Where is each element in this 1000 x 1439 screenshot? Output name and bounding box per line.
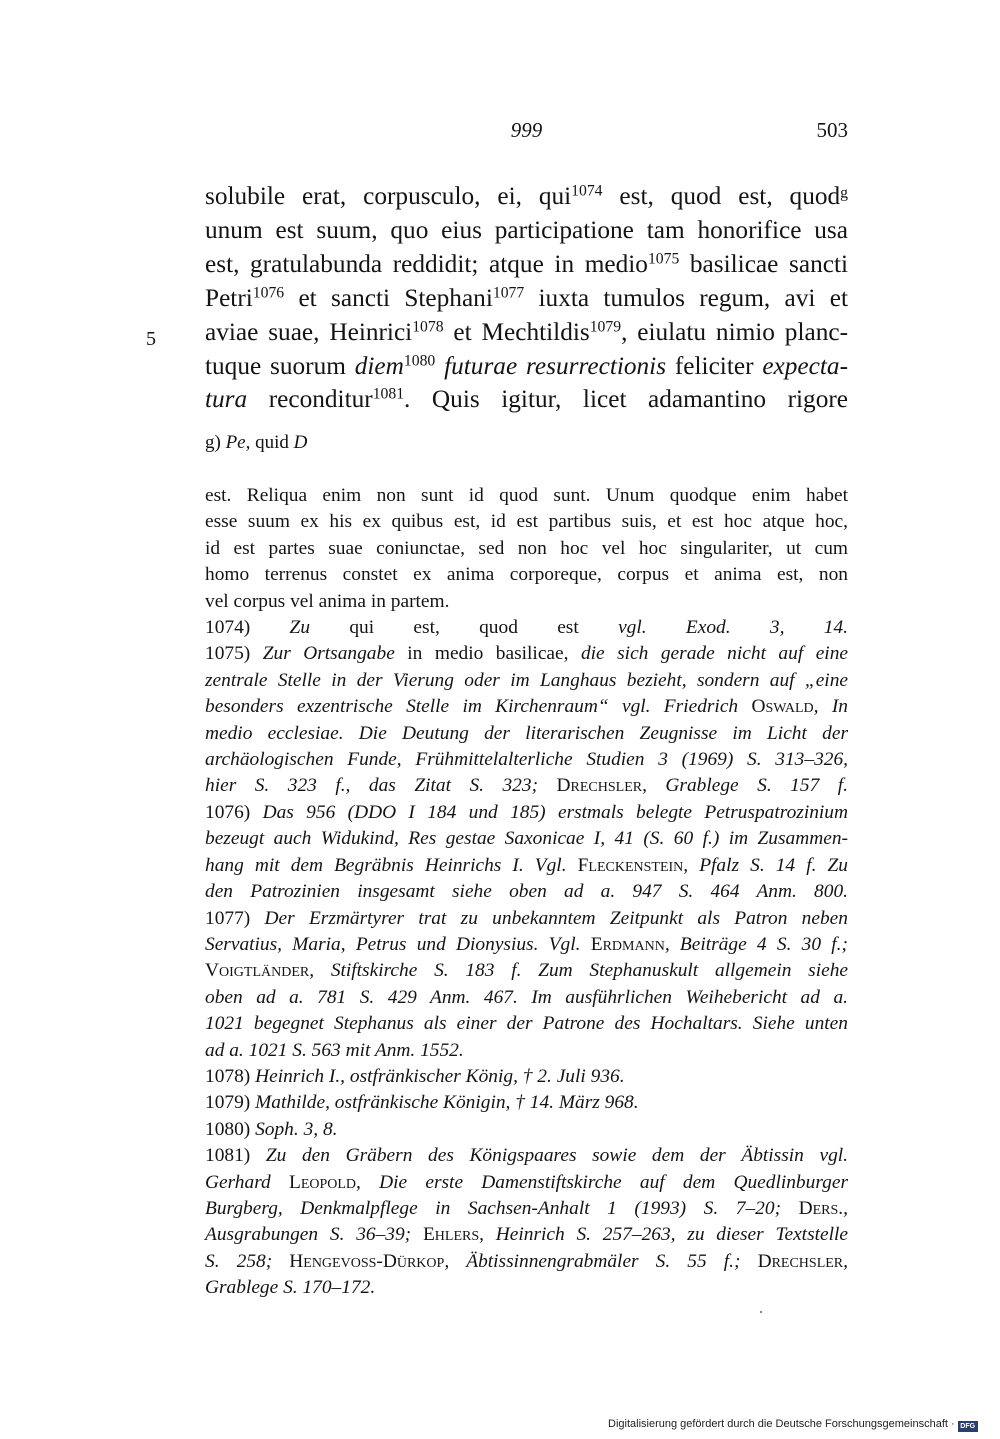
main-text-line: est, gratulabunda reddidit; atque in medio$^{1075}$ basilicae sancti xyxy=(205,249,848,278)
page-header xyxy=(205,118,848,150)
footnote-line: 1079) Mathilde, ostfränkische Königin, † 14. März 968. xyxy=(205,1092,639,1114)
footnote-line: den Patrozinien insgesamt siehe oben ad a. 947 S. 464 Anm. 800. xyxy=(205,881,848,903)
footnote-line: 1074) Zu qui est, quod est vgl. Exod. 3, 14. xyxy=(205,617,848,639)
footnote-marker: 1078 xyxy=(412,318,444,335)
apparatus-marker: g xyxy=(840,184,848,202)
footnote-line: esse suum ex his ex quibus est, id est partibus suis, et est hoc atque hoc, xyxy=(205,511,848,533)
author-name: Drechsler xyxy=(556,775,643,797)
author-name: Oswald xyxy=(751,696,814,718)
footnote-marker: 1081 xyxy=(372,385,405,403)
footnote-line: Voigtländer, Stiftskirche S. 183 f. Zum Stephanuskult allgemein siehe xyxy=(205,960,848,982)
footnote-line: hier S. 323 f., das Zitat S. 323; Drechsler, Grablege S. 157 f. xyxy=(205,775,848,797)
footnote-line: zentrale Stelle in der Vierung oder im Langhaus bezieht, sondern auf „eine xyxy=(205,669,848,691)
footer-credit xyxy=(608,1418,978,1432)
footnotes xyxy=(205,483,848,1302)
footnote-line: S. 258; Hengevoss-Dürkop, Äbtissinnengrabmäler S. 55 f.; Drechsler, xyxy=(205,1250,848,1272)
footnote-marker: 1075 xyxy=(647,250,680,268)
footnote-line: oben ad a. 781 S. 429 Anm. 467. Im ausführlichen Weihebericht ad a. xyxy=(205,986,848,1008)
footnote-line: vel corpus vel anima in partem. xyxy=(205,590,450,612)
footnote-marker: 1080 xyxy=(403,351,436,369)
author-name: Erdmann xyxy=(590,933,665,955)
critical-apparatus xyxy=(205,432,307,454)
main-text-line: tura reconditur$^{1081}$. Quis igitur, licet adamantino rigore xyxy=(205,385,848,414)
main-text xyxy=(205,180,848,417)
main-text-line: Petri$^{1076}$ et sancti Stephani$^{1077}$ iuxta tumulos regum, avi et xyxy=(205,283,848,312)
footnote-line: 1075) Zur Ortsangabe in medio basilicae, die sich gerade nicht auf eine xyxy=(205,643,848,665)
footnote-marker: 1077 xyxy=(492,284,525,302)
footnote-line: besonders exzentrische Stelle im Kirchenraum“ vgl. Friedrich Oswald, In xyxy=(205,696,848,718)
footnote-line: Gerhard Leopold, Die erste Damenstiftskirche auf dem Quedlinburger xyxy=(205,1171,848,1193)
footnote-marker: 1079 xyxy=(589,318,622,335)
footnote-marker: 1076 xyxy=(252,284,285,302)
footnote-line: 1077) Der Erzmärtyrer trat zu unbekanntem Zeitpunkt als Patron neben xyxy=(205,907,848,929)
footnote-line: Servatius, Maria, Petrus und Dionysius. Vgl. Erdmann, Beiträge 4 S. 30 f.; xyxy=(205,933,848,955)
author-name: Ehlers xyxy=(422,1224,480,1246)
footer-text: Digitalisierung gefördert durch die Deutsche Forschungsgemeinschaft · xyxy=(608,1418,955,1430)
footnote-line: homo terrenus constet ex anima corporeque, corpus et anima est, non xyxy=(205,564,848,586)
footnote-marker: 1074 xyxy=(571,182,603,200)
main-text-line: solubile erat, corpusculo, ei, qui$^{1074}$ est, quod est, quod$^g$ xyxy=(205,182,848,210)
footnote-line: medio ecclesiae. Die Deutung der literarischen Zeugnisse im Licht der xyxy=(205,722,848,744)
main-text-line: unum est suum, quo eius participatione tam honorifice usa xyxy=(205,215,848,244)
apparatus-entry: g) Pe, quid D xyxy=(205,432,308,453)
author-name: Drechsler xyxy=(757,1250,844,1272)
speck xyxy=(760,1311,762,1313)
footnote-line: Ausgrabungen S. 36–39; Ehlers, Heinrich S. 257–263, zu dieser Textstelle xyxy=(205,1224,848,1246)
footnote-line: ad a. 1021 S. 563 mit Anm. 1552. xyxy=(205,1039,464,1061)
footnote-line: 1021 begegnet Stephanus als einer der Patrone des Hochaltars. Siehe unten xyxy=(205,1013,848,1035)
footnote-line: Grablege S. 170–172. xyxy=(205,1277,376,1299)
author-name: Ders. xyxy=(798,1197,844,1219)
author-name: Fleckenstein xyxy=(577,854,684,876)
footnote-line: id est partes suae coniunctae, sed non hoc vel hoc singulariter, ut cum xyxy=(205,537,848,559)
line-number-marker: 5 xyxy=(146,328,156,350)
footnote-line: Burgberg, Denkmalpflege in Sachsen-Anhalt 1 (1993) S. 7–20; Ders., xyxy=(205,1197,848,1219)
footnote-line: est. Reliqua enim non sunt id quod sunt. Unum quodque enim habet xyxy=(205,485,848,506)
footnote-line: 1080) Soph. 3, 8. xyxy=(205,1118,338,1140)
main-text-line: tuque suorum diem$^{1080}$ futurae resurrectionis feliciter expecta- xyxy=(205,351,848,380)
footnote-line: 1078) Heinrich I., ostfränkischer König, † 2. Juli 936. xyxy=(205,1065,625,1087)
header-year: 999 xyxy=(510,118,543,142)
footnote-line: bezeugt auch Widukind, Res gestae Saxonicae I, 41 (S. 60 f.) im Zusammen- xyxy=(205,828,848,850)
main-text-line: aviae suae, Heinrici$^{1078}$ et Mechtildis$^{1079}$, eiulatu nimio planc- xyxy=(205,317,848,346)
author-name: Hengevoss-Dürkop xyxy=(289,1250,445,1272)
page-number: 503 xyxy=(816,118,848,142)
author-name: Voigtländer xyxy=(205,960,310,982)
dfg-logo-icon: DFG xyxy=(958,1421,978,1432)
footnote-line: 1076) Das 956 (DDO I 184 und 185) erstmals belegte Petruspatrozinium xyxy=(205,801,848,823)
author-name: Leopold xyxy=(288,1171,357,1193)
footnote-line: 1081) Zu den Gräbern des Königspaares sowie dem der Äbtissin vgl. xyxy=(205,1145,848,1167)
footnote-line: hang mit dem Begräbnis Heinrichs I. Vgl. Fleckenstein, Pfalz S. 14 f. Zu xyxy=(205,854,848,876)
footnote-line: archäologischen Funde, Frühmittelalterliche Studien 3 (1969) S. 313–326, xyxy=(205,749,848,771)
